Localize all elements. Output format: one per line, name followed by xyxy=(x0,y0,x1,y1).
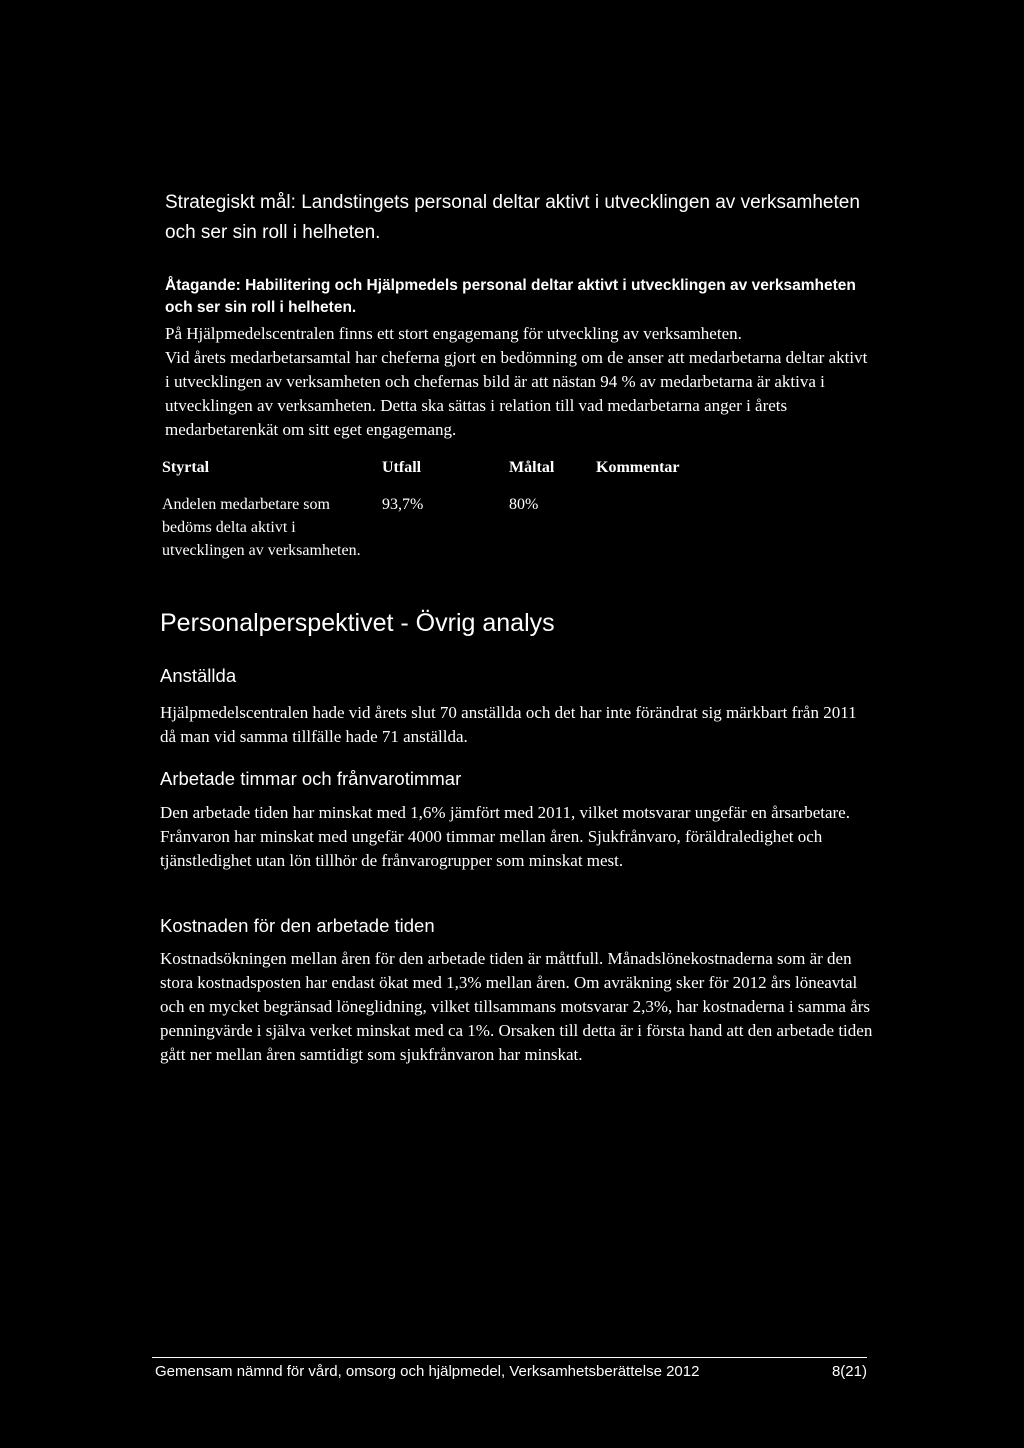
hours-text: Den arbetade tiden har minskat med 1,6% jämfört med 2011, vilket motsvarar ungefär en årsarbetare. Frånvaron har minskat med ungefär 4000 timmar mellan åren. Sjukfrånvaro, föräldraledighet och tjänstledighet utan lön tillhör de frånvarogrupper som minskat mest. xyxy=(160,803,850,870)
row-indicator: Andelen medarbetare som bedöms delta aktivt i utvecklingen av verksamheten. xyxy=(162,496,361,559)
footer-divider xyxy=(152,1357,867,1358)
header-outcome: Utfall xyxy=(382,459,422,476)
header-indicator: Styrtal xyxy=(162,459,210,476)
footer-title: Gemensam nämnd för vård, omsorg och hjälpmedel, Verksamhetsberättelse 2012 xyxy=(155,1363,700,1380)
employees-title: Anställda xyxy=(160,665,237,686)
row-outcome: 93,7% xyxy=(382,496,424,513)
page-number: 8(21) xyxy=(831,1363,867,1380)
header-target: Måltal xyxy=(509,459,555,476)
hours-title: Arbetade timmar och frånvarotimmar xyxy=(160,768,462,789)
header-comment: Kommentar xyxy=(596,459,680,476)
strategic-goal-heading: Strategiskt mål: Landstingets personal deltar aktivt i utvecklingen av verksamheten och ser sin roll i helheten. xyxy=(165,192,860,243)
row-target: 80% xyxy=(509,496,539,513)
analysis-section-title: Personalperspektivet - Övrig analys xyxy=(160,609,555,637)
intro-section xyxy=(165,322,875,442)
commitment-heading: Åtagande: Habilitering och Hjälpmedels personal deltar aktivt i utvecklingen av verksamheten och ser sin roll i helheten. xyxy=(165,277,856,316)
cost-text: Kostnadsökningen mellan åren för den arbetade tiden är måttfull. Månadslönekostnaderna som är den stora kostnadsposten har endast ökat med 1,3% mellan åren. Om avräkning sker för 2012 års löneavtal och en mycket begränsad löneglidning, vilket tillsammans motsvarar 2,3%, har kostnaderna i samma års penningvärde i själva verket minskat med ca 1%. Orsaken till detta är i första hand att den arbetade tiden gått ner mellan åren samtidigt som sjukfrånvaron har minskat. xyxy=(160,949,873,1064)
employees-text: Hjälpmedelscentralen hade vid årets slut 70 anställda och det har inte förändrat sig märkbart från 2011 då man vid samma tillfälle hade 71 anställda. xyxy=(160,703,857,746)
page-footer xyxy=(155,1362,867,1382)
cost-title: Kostnaden för den arbetade tiden xyxy=(160,915,435,936)
intro-line: På Hjälpmedelscentralen finns ett stort engagemang för utveckling av verksamheten. xyxy=(165,324,742,343)
intro-paragraph: Vid årets medarbetarsamtal har cheferna gjort en bedömning om de anser att medarbetarna deltar aktivt i utvecklingen av verksamheten och chefernas bild är att nästan 94 % av medarbetarna är aktiva i utvecklingen av verksamheten. Detta ska sättas i relation till vad medarbetarna anger i årets medarbetarenkät om sitt eget engagemang. xyxy=(165,348,868,439)
